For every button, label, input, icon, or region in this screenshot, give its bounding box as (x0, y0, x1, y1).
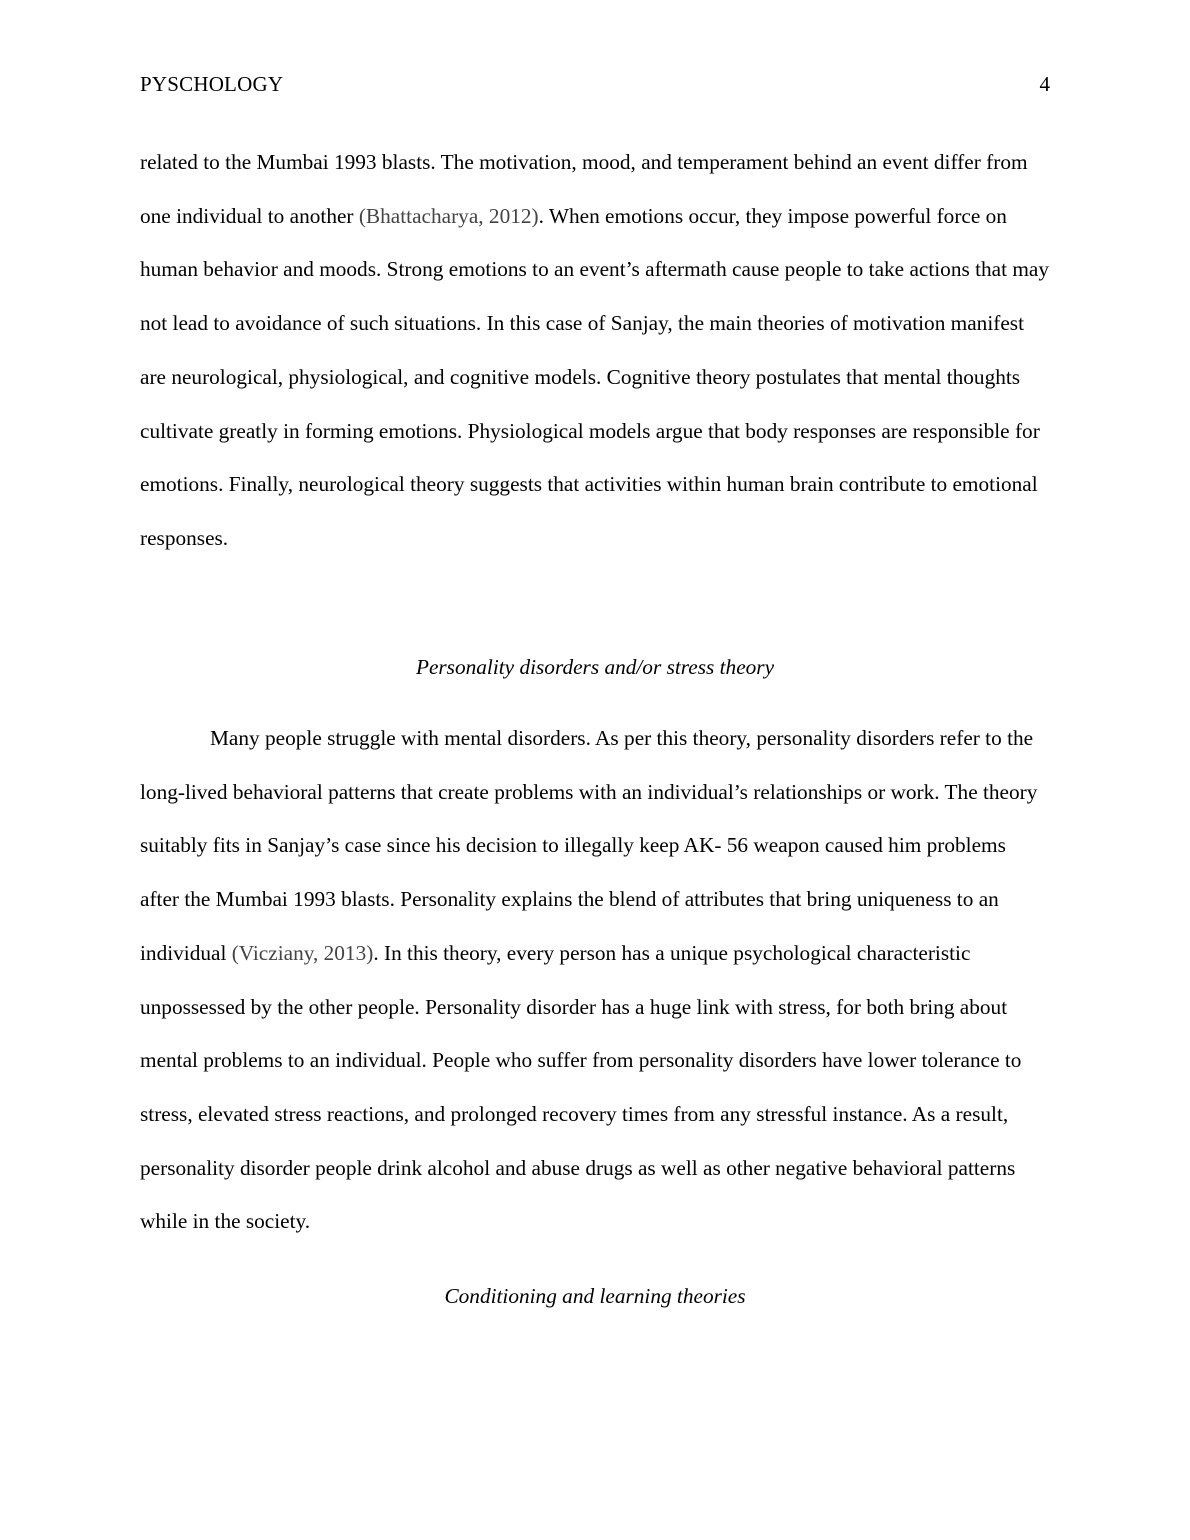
running-head: PYSCHOLOGY (140, 72, 284, 96)
citation-bhattacharya: (Bhattacharya, 2012) (358, 203, 539, 228)
section-heading-conditioning: Conditioning and learning theories (444, 1284, 746, 1308)
body-paragraph-2 (140, 712, 1050, 1249)
page-number: 4 (1039, 72, 1050, 96)
paragraph-1-text-a: related to the Mumbai 1993 blasts. The motivation, mood, and temperament behind an event differ from one individual to another (140, 150, 1028, 228)
paragraph-2-text-b: . In this theory, every person has a unique psychological characteristic unpossessed by the other people. Personality disorder has a huge link with stress, for both bring about mental problems to an individual. People who suffer from personality disorders have lower tolerance to stress, elevated stress reactions, and prolonged recovery times from any stressful instance. As a result, personality disorder people drink alcohol and abuse drugs as well as other negative behavioral patterns while in the society. (140, 940, 1022, 1234)
paragraph-1-text-b: . When emotions occur, they impose powerful force on human behavior and moods. Strong emotions to an event’s aftermath cause people to take actions that may not lead to avoidance of such situations. In this case of Sanjay, the main theories of motivation manifest are neurological, physiological, and cognitive models. Cognitive theory postulates that mental thoughts cultivate greatly in forming emotions. Physiological models argue that body responses are responsible for emotions. Finally, neurological theory suggests that activities within human brain contribute to emotional responses. (140, 203, 1050, 550)
section-heading-personality: Personality disorders and/or stress theory (415, 655, 775, 679)
citation-vicziany: (Vicziany, 2013) (231, 940, 374, 965)
body-paragraph-1 (140, 136, 1050, 566)
paragraph-2-text-a: Many people struggle with mental disorders. As per this theory, personality disorders refer to the long-lived behavioral patterns that create problems with an individual’s relationships or work. The theory suitably fits in Sanjay’s case since his decision to illegally keep AK- 56 weapon caused him problems after the Mumbai 1993 blasts. Personality explains the blend of attributes that bring uniqueness to an individual (140, 726, 1038, 965)
